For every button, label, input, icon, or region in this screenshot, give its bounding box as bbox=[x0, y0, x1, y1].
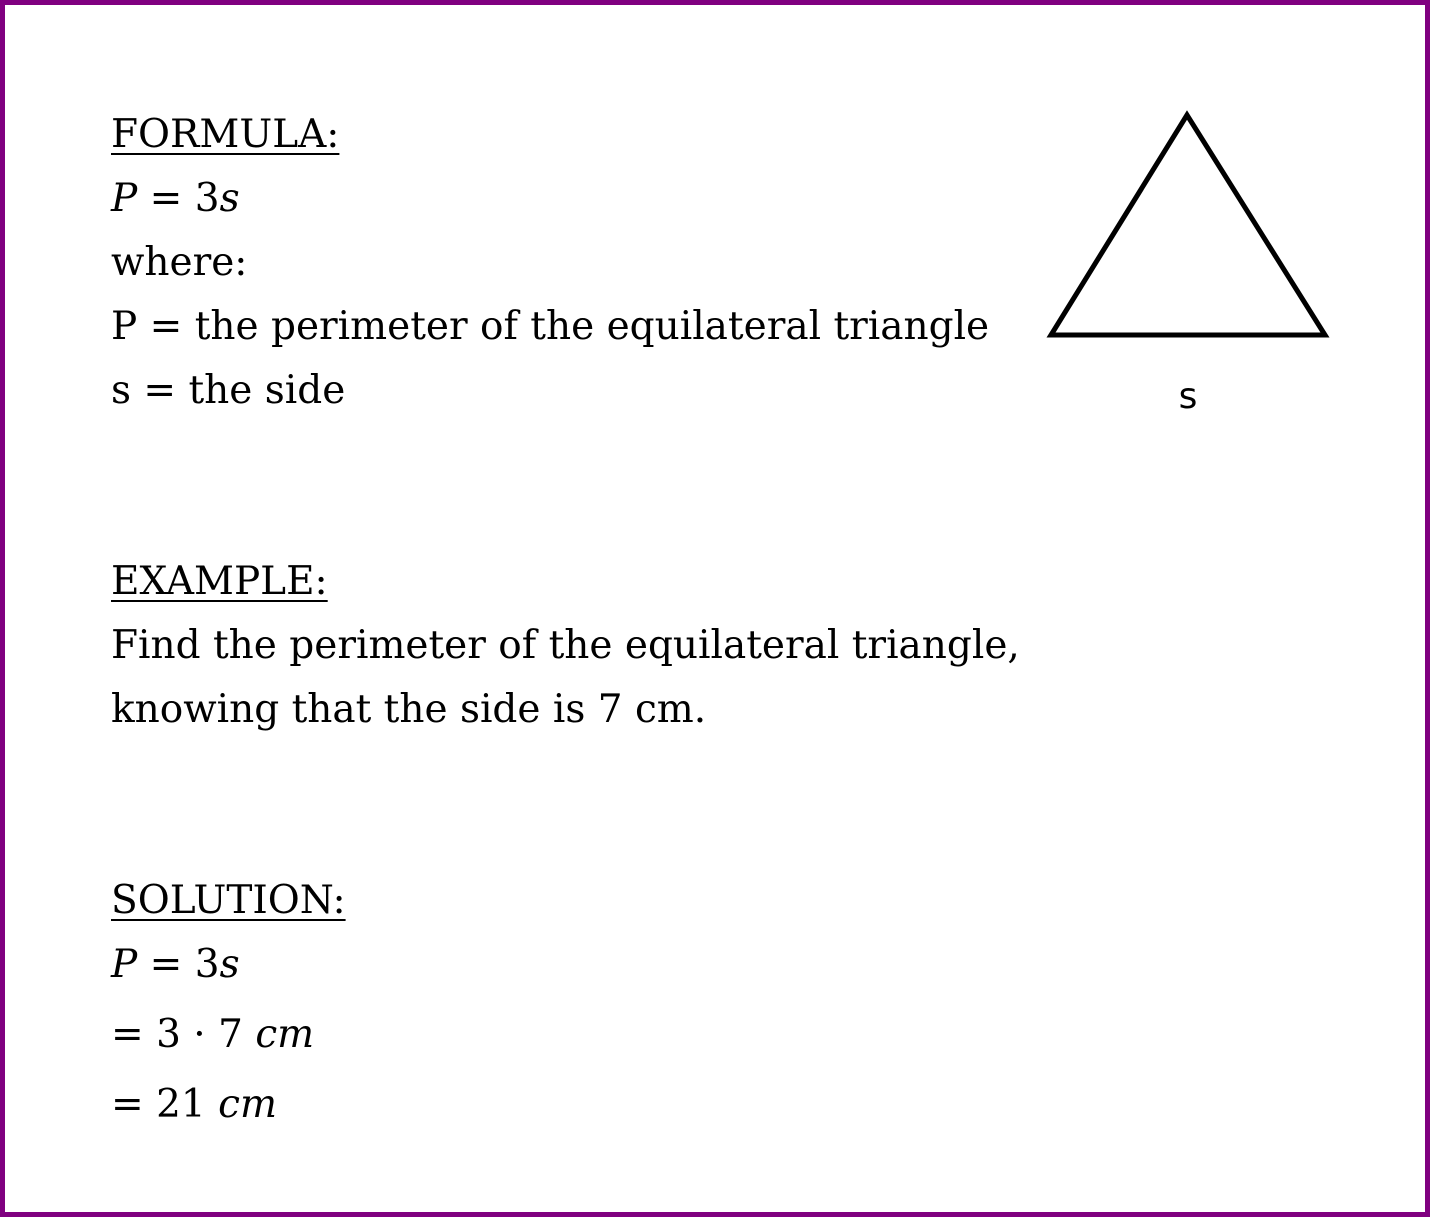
example-heading: EXAMPLE: bbox=[111, 559, 328, 604]
example-line-2: knowing that the side is 7 cm. bbox=[111, 687, 707, 732]
solution-heading: SOLUTION: bbox=[111, 878, 346, 923]
side-symbol: s bbox=[219, 176, 240, 221]
definition-side: s = the side bbox=[111, 368, 346, 413]
where-label: where: bbox=[111, 240, 248, 285]
equilateral-triangle bbox=[1051, 115, 1325, 335]
equals-sign: = bbox=[149, 942, 183, 987]
solution-step-3 bbox=[111, 1082, 277, 1127]
product-expression: 3 · 7 bbox=[156, 1012, 243, 1057]
example-line-1: Find the perimeter of the equilateral triangle, bbox=[111, 623, 1020, 668]
coefficient: 3 bbox=[194, 176, 220, 221]
perimeter-symbol: P bbox=[111, 176, 138, 221]
equals-sign: = bbox=[111, 1012, 144, 1057]
side-symbol: s bbox=[219, 942, 240, 987]
equals-sign: = bbox=[111, 1082, 144, 1127]
coefficient: 3 bbox=[194, 942, 220, 987]
side-label: s bbox=[1178, 376, 1198, 417]
solution-step-1 bbox=[111, 942, 240, 987]
perimeter-symbol: P bbox=[111, 942, 138, 987]
unit-label: cm bbox=[255, 1012, 315, 1057]
equilateral-triangle-figure bbox=[1035, 100, 1345, 430]
result-value: 21 bbox=[156, 1082, 206, 1127]
formula-heading: FORMULA: bbox=[111, 112, 340, 157]
formula-equation bbox=[111, 176, 240, 221]
unit-label: cm bbox=[218, 1082, 277, 1127]
solution-step-2 bbox=[111, 1012, 315, 1057]
equals-sign: = bbox=[149, 176, 183, 221]
definition-perimeter: P = the perimeter of the equilateral triangle bbox=[111, 304, 990, 349]
